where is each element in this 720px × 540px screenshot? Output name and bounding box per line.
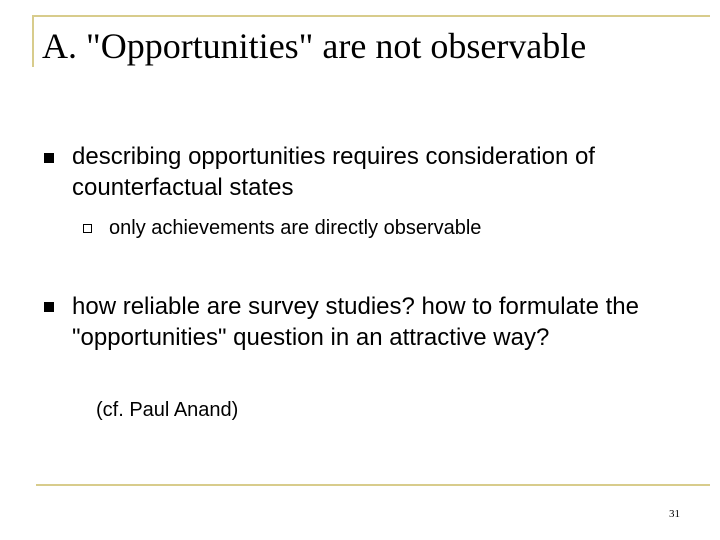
bullet-text: how reliable are survey studies? how to formulate the "opportunities" question in an attractive way? [72, 293, 639, 351]
sub-bullet-marker [83, 224, 92, 233]
citation-note: (cf. Paul Anand) [96, 399, 239, 421]
top-rule [32, 15, 710, 17]
page-number: 31 [669, 508, 680, 520]
bullet-text: describing opportunities requires consideration of counterfactual states [72, 143, 595, 201]
slide-title: A. "Opportunities" are not observable [42, 26, 587, 66]
bullet-marker [44, 153, 54, 163]
bottom-rule [36, 484, 710, 486]
left-rule [32, 15, 34, 67]
bullet-marker [44, 302, 54, 312]
sub-bullet-text: only achievements are directly observable [109, 217, 482, 239]
